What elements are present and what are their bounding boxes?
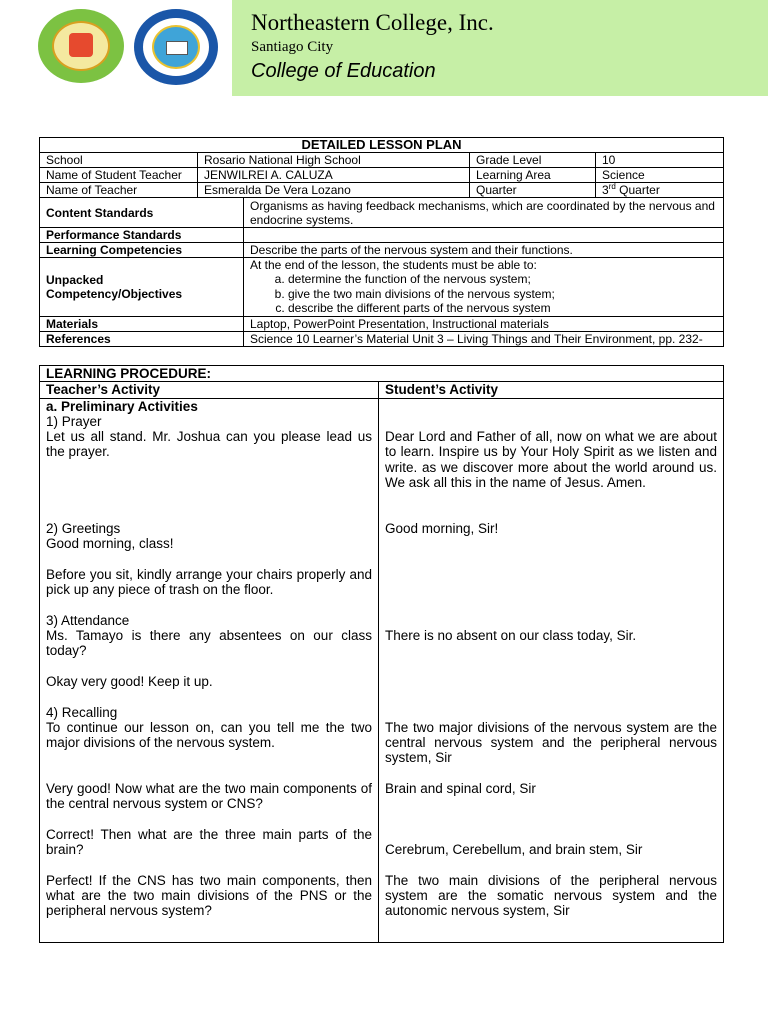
chairs-teacher-text: Before you sit, kindly arrange your chairs properly and pick up any piece of trash on the floor.: [46, 566, 372, 598]
grade-value: 10: [596, 153, 724, 168]
objective-item: b. give the two main divisions of the nervous system;: [288, 287, 717, 302]
quarter-value: 3rd Quarter: [596, 183, 724, 198]
student-activity-column: [379, 398, 724, 942]
plan-title: DETAILED LESSON PLAN: [40, 138, 724, 153]
college-city: Santiago City: [251, 39, 334, 55]
greetings-heading: 2) Greetings: [46, 520, 121, 536]
procedure-title: LEARNING PROCEDURE:: [40, 366, 724, 382]
attendance-teacher-text: Ms. Tamayo is there any absentees on our class today?: [46, 628, 372, 659]
learning-competencies-value: Describe the parts of the nervous system and their functions.: [244, 243, 724, 258]
teacher-label: Name of Teacher: [40, 183, 198, 198]
objectives-cell: [244, 258, 724, 317]
content-standards-label: Content Standards: [40, 198, 244, 228]
quarter-label: Quarter: [470, 183, 596, 198]
references-value: Science 10 Learner’s Material Unit 3 – Living Things and Their Environment, pp. 232-: [244, 331, 724, 346]
brain-parts-student-text: Cerebrum, Cerebellum, and brain stem, Sir: [385, 842, 643, 858]
praise-teacher-text: Okay very good! Keep it up.: [46, 673, 213, 689]
learning-procedure-table: [39, 365, 724, 943]
brain-student-text: Brain and spinal cord, Sir: [385, 781, 536, 797]
prayer-teacher-text: Let us all stand. Mr. Joshua can you please lead us the prayer.: [46, 429, 372, 460]
objectives-label: Unpacked Competency/Objectives: [40, 258, 244, 317]
objectives-intro: At the end of the lesson, the students must be able to:: [250, 258, 537, 272]
school-value: Rosario National High School: [198, 153, 470, 168]
lesson-plan-table: [39, 137, 724, 347]
performance-standards-label: Performance Standards: [40, 228, 244, 243]
recalling-teacher-text: To continue our lesson on, can you tell me the two major divisions of the nervous system.: [46, 719, 372, 751]
objective-item: c. describe the different parts of the nervous system: [288, 301, 717, 316]
teacher-value: Esmeralda De Vera Lozano: [198, 183, 470, 198]
department-name: College of Education: [251, 60, 436, 82]
prayer-student-text: Dear Lord and Father of all, now on what we are about to learn. Inspire us by Your Holy Spirit as we listen and write. as we discover more about the world around us. We ask all this in the name of Jesus. Amen.: [385, 429, 718, 491]
recalling-heading: 4) Recalling: [46, 704, 118, 720]
student-teacher-label: Name of Student Teacher: [40, 168, 198, 183]
pns-student-text: The two main divisions of the peripheral nervous system are the somatic nervous system and the autonomic nervous system, Sir: [385, 872, 718, 919]
prayer-heading: 1) Prayer: [46, 413, 102, 429]
brain-parts-teacher-text: Correct! Then what are the three main parts of the brain?: [46, 826, 372, 858]
area-value: Science: [596, 168, 724, 183]
preliminary-activities-heading: a. Preliminary Activities: [46, 398, 198, 414]
objective-item: a. determine the function of the nervous system;: [288, 272, 717, 287]
teacher-activity-column: [40, 398, 379, 942]
references-label: References: [40, 331, 244, 346]
recalling-student-text: The two major divisions of the nervous system are the central nervous system and the peripheral nervous system, Sir: [385, 719, 718, 766]
objectives-list: [250, 272, 717, 316]
attendance-heading: 3) Attendance: [46, 612, 130, 628]
college-of-education-logo: [134, 9, 218, 85]
attendance-student-text: There is no absent on our class today, Sir.: [385, 628, 637, 644]
content-standards-value: Organisms as having feedback mechanisms, which are coordinated by the nervous and endocrine systems.: [244, 198, 724, 228]
learning-competencies-label: Learning Competencies: [40, 243, 244, 258]
student-activity-header: Student’s Activity: [379, 382, 724, 398]
greetings-teacher-text: Good morning, class!: [46, 536, 174, 552]
materials-label: Materials: [40, 316, 244, 331]
student-teacher-value: JENWILREI A. CALUZA: [198, 168, 470, 183]
grade-label: Grade Level: [470, 153, 596, 168]
school-label: School: [40, 153, 198, 168]
college-name: Northeastern College, Inc.: [251, 10, 494, 35]
materials-value: Laptop, PowerPoint Presentation, Instructional materials: [244, 316, 724, 331]
performance-standards-value: [244, 228, 724, 243]
area-label: Learning Area: [470, 168, 596, 183]
cns-teacher-text: Very good! Now what are the two main components of the central nervous system or CNS?: [46, 781, 372, 812]
teacher-activity-header: Teacher’s Activity: [40, 382, 379, 398]
pns-teacher-text: Perfect! If the CNS has two main components, then what are the two main divisions of the PNS or the peripheral nervous system?: [46, 872, 372, 919]
northeastern-college-logo: [38, 9, 124, 83]
greetings-student-text: Good morning, Sir!: [385, 520, 499, 536]
